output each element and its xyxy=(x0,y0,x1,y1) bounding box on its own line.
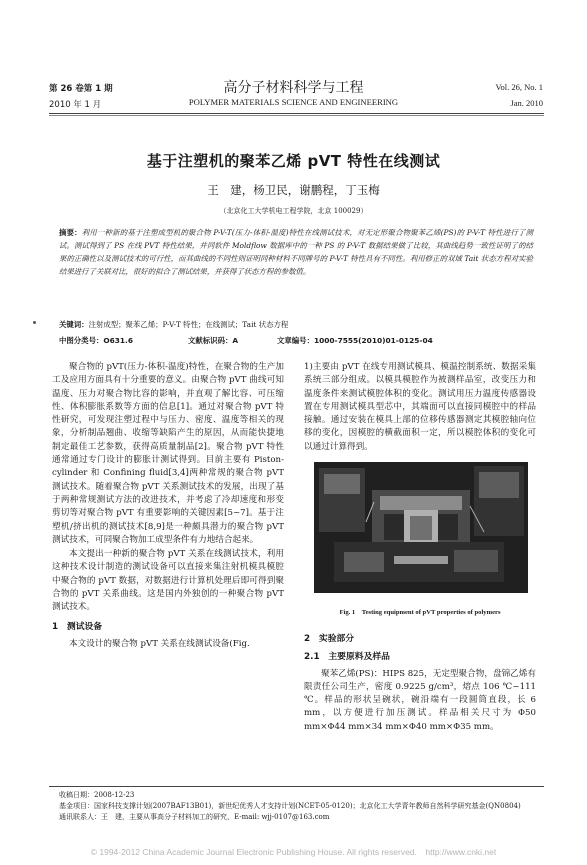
date-en: Jan. 2010 xyxy=(510,98,543,108)
section-2-1-heading: 2.1 主要原料及样品 xyxy=(304,652,390,663)
left-column xyxy=(52,361,284,651)
keywords xyxy=(59,319,533,331)
volume-cn: 第 26 卷第 1 期 xyxy=(49,84,113,94)
footnote-received: 收稿日期：2008-12-23 xyxy=(59,791,135,799)
classification-number: 中图分类号：O631.6 xyxy=(59,336,134,345)
footnote-rule xyxy=(49,786,544,787)
section-1-heading: 1 测试设备 xyxy=(52,621,103,632)
header-rule xyxy=(49,113,544,114)
equipment-photo-image xyxy=(314,462,528,593)
equipment-paragraph: 1)主要由 pVT 在线专用测试模具、模温控制系统、数据采集系统三部分组成。以模具模腔作为被测样品室，改变压力和温度条件来测试模腔体积的变化。测试用压力温度传感器设置在专用测试模具型芯中，其端面可以直接同模腔中的样品接触。通过安装在模具上部的位移传感器测定其模腔轴向位移的变化，因模腔的横截面积一定，所以模腔体积的变化可以通过计算得到。 xyxy=(304,362,536,452)
margin-dot xyxy=(33,321,36,324)
header-rule-thin xyxy=(49,115,544,116)
abstract xyxy=(59,226,533,278)
footnote-contact: 通讯联系人：王 建，主要从事高分子材料加工的研究，E-mail: wjj-0107@163.com xyxy=(59,813,330,821)
journal-title-en: POLYMER MATERIALS SCIENCE AND ENGINEERING xyxy=(188,97,399,107)
volume-en: Vol. 26, No. 1 xyxy=(495,82,543,92)
article-id: 文章编号：1000-7555(2010)01-0125-04 xyxy=(277,336,433,345)
right-column-bottom xyxy=(304,633,536,734)
keywords-text: 注射成型；聚苯乙烯；P-V-T 特性；在线测试；Tait 状态方程 xyxy=(88,320,289,329)
figure-1-photo xyxy=(314,462,528,593)
date-cn: 2010 年 1 月 xyxy=(49,100,102,110)
section-1-paragraph: 本文设计的聚合物 pVT 关系在线测试设备(Fig. xyxy=(69,638,250,649)
journal-title-cn: 高分子材料科学与工程 xyxy=(223,80,364,96)
abstract-text: 利用一种新的基于注塑成型机的聚合物 P-V-T(压力-体积-温度)特性在线测试技术，对无定形聚合物聚苯乙烯(PS)的 P-V-T 特性进行了测试。测试得到了 PS 在线 PVT 特性结果，并同软件 Moldflow 数据库中的一种 PS 的 P-V-T 数据结果做了比较，其曲线趋势一致性证明了的结果的正确性以及测试技术的可行性，而其曲线的不同性则证明同种材料不同牌号的 P-V-T 特性具有不同性。利用修正的双域 Tait 状态方程对实验结果进行了关联对比，很好的拟合了测试结果，并获得了状态方程的参数值。 xyxy=(59,228,533,276)
affiliation: （北京化工大学机电工程学院，北京 100029） xyxy=(219,207,368,215)
document-code: 文献标识码：A xyxy=(188,336,239,345)
right-column-top xyxy=(304,361,536,454)
intro-paragraph-2: 本文提出一种新的聚合物 pVT 关系在线测试技术，利用这种技术设计制造的测试设备可以直接来集注射机模具模腔中聚合物的 pVT 数据，对数据进行计算机处理后即可得到聚合物的 pVT 关系曲线。这是国内外独创的一种聚合物 pVT 测试技术。 xyxy=(52,549,284,613)
keywords-label: 关键词： xyxy=(59,320,89,329)
authors: 王 建，杨卫民，谢鹏程，丁玉梅 xyxy=(207,183,380,197)
materials-paragraph: 聚苯乙烯(PS)：HIPS 825，无定型聚合物，盘锦乙烯有限责任公司生产，密度 0.9225 g/cm³，熔点 106 ℃~111 ℃。样品的形状呈碗状，碗沿端有一段圆筒直段，长 6 mm，以方便进行加压测试。样品相关尺寸为 Φ50 mm×Φ44 mm×34 mm×Φ40 mm×Φ35 mm。 xyxy=(304,668,536,732)
intro-paragraph-1: 聚合物的 pVT(压力-体积-温度)特性，在聚合物的生产加工及应用方面具有十分重要的意义。由聚合物 pVT 曲线可知温度、压力对聚合物比容的影响，并直观了解比容、可压缩性、体积膨胀系数等方面的信息[1]。通过对聚合物 pVT 特性研究，可发现注塑过程中与压力、密度、温度等相关的现象，分析制品翘曲、收缩等缺陷产生的原因，从而能快捷地制定最佳工艺参数，获得高质量制品[2]。聚合物 pVT 特性通常通过专门设计的膨胀计测试得到。目前主要有 Piston-cylinder 和 Confining fluid[3,4]两种常规的聚合物 pVT 测试技术。随着聚合物 pVT 关系测试技术的发展，出现了基于两种常规测试方法的改进技术，并考虑了冷却速度和形变剪切等对聚合物 pVT 有重要影响的关键因素[5~7]。基于注塑机/挤出机的测试技术[8,9]是一种颇具潜力的聚合物 pVT 测试技术，可同聚合物加工成型条件有力地结合起来。 xyxy=(52,362,284,545)
figure-1-caption: Fig. 1 Testing equipment of pVT properties of polymers xyxy=(339,609,501,616)
footnote-fund: 基金项目：国家科技支撑计划(2007BAF13B01)，新世纪优秀人才支持计划(NCET-05-0120)；北京化工大学青年教师自然科学研究基金(QN0804) xyxy=(59,802,521,810)
copyright-notice: © 1994-2012 China Academic Journal Electronic Publishing House. All rights reserved. http://www.cnki.net xyxy=(90,847,497,857)
footnotes xyxy=(59,790,533,823)
abstract-label: 摘要： xyxy=(59,228,82,237)
running-header xyxy=(0,0,587,110)
section-2-heading: 2 实验部分 xyxy=(304,634,355,644)
article-title: 基于注塑机的聚苯乙烯 pVT 特性在线测试 xyxy=(146,152,441,170)
